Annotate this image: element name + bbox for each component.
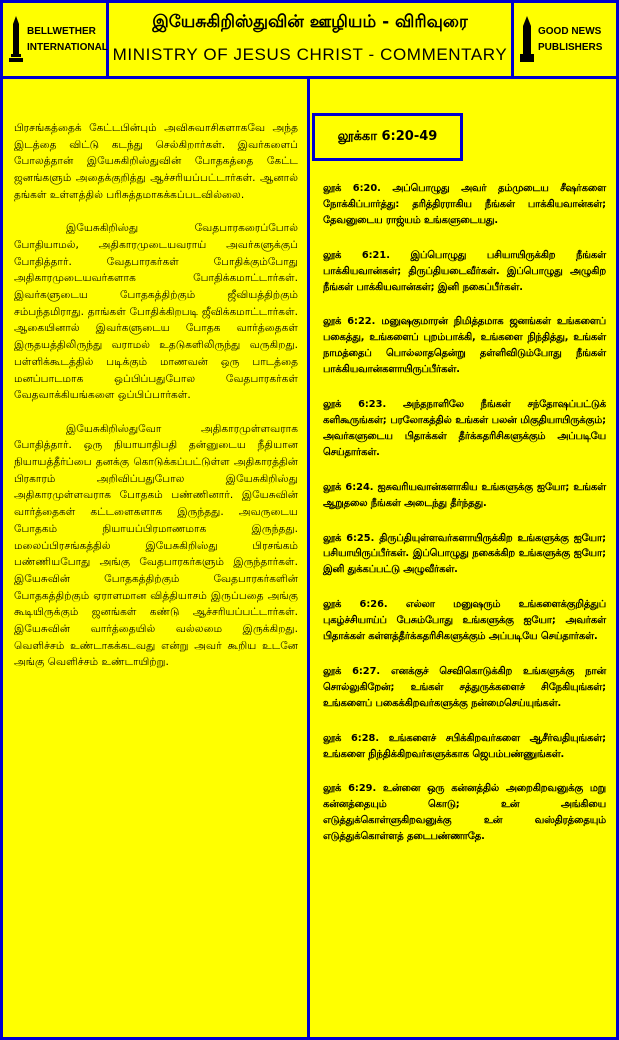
scripture-reference-box [312,113,463,161]
logo-line-2: INTERNATIONAL [27,41,108,53]
commentary-paragraph: பிரசங்கத்தைக் கேட்டபின்பும் அவிசுவாசிகளாகவே அந்த இடத்தை விட்டு கடந்து செல்கிறார்கள். இவர்களைப் போலத்தான் இயேசுகிறிஸ்துவின் போதகத்தை கேட்ட ஜனங்களும் அதைக்குறித்து ஆச்சரியப்பட்டார்கள். ஆனால் தங்கள் உள்ளத்தில் பரிசுத்தமாகக்கப்படவில்லை. [14,122,298,201]
verse: லூக் 6:24. ஐசுவரியவான்களாகிய உங்களுக்கு ஐயோ; உங்கள் ஆறுதலை நீங்கள் அடைந்து தீர்ந்தது. [323,481,606,509]
verse: லூக் 6:21. இப்பொழுது பசியாயிருக்கிற நீங்கள் பாக்கியவான்கள்; திருப்தியடைவீர்கள். இப்பொழுது அழுகிற நீங்கள் பாக்கியவான்கள்; இனி நகைப்பீர்கள். [323,249,606,293]
title-tamil: இயேசுகிறிஸ்துவின் ஊழியம் - விரிவுரை [152,12,468,32]
verse: லூக் 6:26. எல்லா மனுஷரும் உங்களைக்குறித்துப் புகழ்ச்சியாய்ப் பேசும்போது உங்களுக்கு ஐயோ; அவர்கள் பிதாக்கள் கள்ளத்தீர்க்கதரிசிகளுக்கும் அப்படியே செய்தார்கள். [323,599,606,643]
page-header [109,3,511,76]
tower-icon [520,16,534,64]
bellwether-logo [3,3,106,76]
logo-line-2: PUBLISHERS [538,41,603,53]
verse: லூக் 6:20. அப்பொழுது அவர் தம்முடைய சீஷர்களை நோக்கிப்பார்த்து: தரித்திரராகிய நீங்கள் பாக்கியவான்கள்; தேவனுடைய ராஜ்யம் உங்களுடையது. [323,183,606,226]
verse: லூக் 6:29. உன்னை ஒரு கன்னத்தில் அறைகிறவனுக்கு மறு கன்னத்தையும் கொடு; உன் அங்கியை எடுத்துக்கொள்ளுகிறவனுக்கு உன் வஸ்திரத்தையும் எடுத்துக்கொள்ளத் தடைபண்ணாதே. [323,783,606,843]
scripture-column [310,79,616,1037]
commentary-column [3,79,307,1037]
verse: லூக் 6:28. உங்களைச் சபிக்கிறவர்களை ஆசீர்வதியுங்கள்; உங்களை நிந்திக்கிறவர்களுக்காக ஜெபம்பண்ணுங்கள். [323,732,606,760]
scripture-reference: லூக்கா 6:20-49 [337,129,438,144]
verse: லூக் 6:27. எனக்குச் செவிகொடுக்கிற உங்களுக்கு நான் சொல்லுகிறேன்; உங்கள் சத்துருக்களைச் சிநேகியுங்கள்; உங்களைப் பகைக்கிறவர்களுக்கு நன்மைசெய்யுங்கள். [323,665,606,709]
verse: லூக் 6:23. அந்தநாளிலே நீங்கள் சந்தோஷப்பட்டுக் களிகூருங்கள்; பரலோகத்தில் உங்கள் பலன் மிகுதியாயிருக்கும்; அவர்களுடைய பிதாக்கள் தீர்க்கதரிசிகளுக்கும் அப்படியே செய்தார்கள். [323,399,606,458]
commentary-paragraph: இயேசுகிறிஸ்துவோ அதிகாரமுள்ளவராக போதித்தார். ஒரு நியாயாதிபதி தன்னுடைய நீதியான நியாயத்தீர்ப்பை தனக்கு கொடுக்கப்பட்டுள்ள அதிகாரத்தின் பிரகாரம் அறிவிப்பதுபோல இயேசுகிறிஸ்து அதிகாரமுள்ளவராக போதகம் பண்ணினார். இயேசுவின் வார்த்தைகள் கட்டளைகளாக இருந்தது. அவருடைய போதகம் நியாயப்பிரமாணமாக இருந்தது. மலைப்பிரசங்கத்தில் இயேசுகிறிஸ்து பிரசங்கம் பண்ணியபோது அங்கு வேதபாரகர்களும் இருந்தார்கள். இயேசுவின் போதகத்திற்கும் வேதபாரகர்களின் போதகத்திற்கும் ஏராளமான வித்தியாசம் இருப்பதை அங்கு கூடியிருக்கும் ஜனங்கள் கண்டு ஆச்சரியப்பட்டார்கள். இயேசுவின் வார்த்தையில் வல்லமை இருக்கிறது. வெளிச்சம் உண்டாகக்கடவது என்று அவர் கூறிய உடனே அங்கு வெளிச்சம் உண்டாயிற்று. [14,422,298,669]
title-english: MINISTRY OF JESUS CHRIST - COMMENTARY [112,45,508,64]
good-news-logo [514,3,616,76]
verse: லூக் 6:22. மனுஷகுமாரன் நிமித்தமாக ஜனங்கள் உங்களைப் பகைத்து, உங்களைப் புறம்பாக்கி, உங்களை நிந்தித்து, உங்கள் நாமத்தைப் பொல்லாததென்று தள்ளிவிடும்போது நீங்கள் பாக்கியவான்களாயிருப்பீர்கள். [323,316,606,376]
bell-tower-icon [9,16,23,64]
commentary-paragraph: இயேசுகிறிஸ்து வேதபாரகரைப்போல் போதியாமல், அதிகாரமுடையவராய் அவர்களுக்குப் போதித்தார். வேதபாரகர்கள் போதிக்கும்போது அதிகாரமுடையவர்களாக போதிக்கமாட்டார்கள். இவர்களுடைய போதகத்திற்கும் ஜீவியத்திற்கும் சம்பந்தமிராது. தாங்கள் போதிக்கிறபடி ஜீவிக்கமாட்டார்கள். ஆகையினால் இவர்களுடைய போதக வார்த்தைகள் இருதயத்திலிருந்து வராமல் உதடுகளிலிருந்து வருகிறது. பள்ளிக்கூடத்தில் படிக்கும் மாணவன் ஒரு பாடத்தை மனப்பாடமாக ஒப்பிப்பதுபோல வேதபாரகர்கள் வேதவாக்கியங்களை ஒப்பிப்பார்கள். [14,222,298,402]
logo-line-1: BELLWETHER [27,25,96,37]
verse: லூக் 6:25. திருப்தியுள்ளவர்களாயிருக்கிற உங்களுக்கு ஐயோ; பசியாயிருப்பீர்கள். இப்பொழுது நகைக்கிற உங்களுக்கு ஐயோ; இனி துக்கப்பட்டு அழுவீர்கள். [323,532,606,576]
logo-line-1: GOOD NEWS [538,25,602,37]
